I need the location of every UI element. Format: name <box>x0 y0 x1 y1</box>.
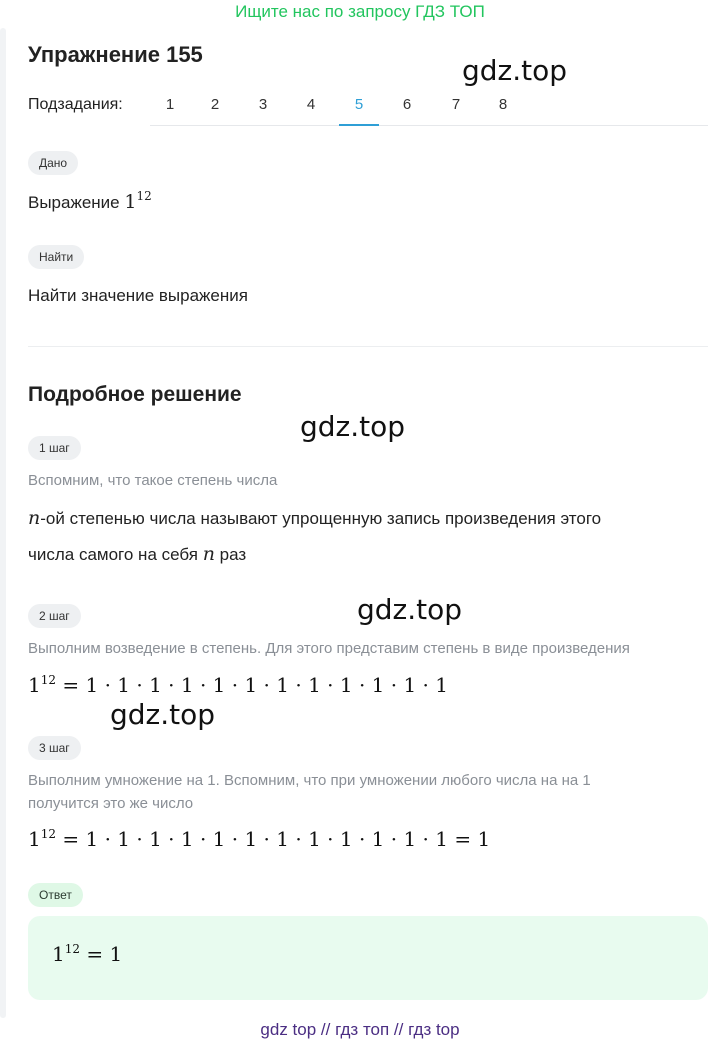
step-3-pill: 3 шаг <box>28 736 81 760</box>
step-2-formula: $1^{12} = 1 \cdot 1 \cdot 1 \cdot 1 \cdot 1 \cdot 1 \cdot 1 \cdot 1 \cdot 1 \cdot 1 \cdot 1 \cdot 1$ <box>28 673 448 697</box>
find-text: Найти значение выражения <box>28 286 248 305</box>
step-1-line-1: n-ой степенью числа называют упрощенную запись произведения этого <box>28 507 602 529</box>
answer-box <box>28 916 708 1000</box>
given-expression: $1^{12}$ <box>124 189 152 213</box>
answer-formula: $1^{12} = 1$ <box>52 942 123 966</box>
subtasks-tabs <box>150 88 708 126</box>
step-3-hint-2: получится это же число <box>28 795 194 812</box>
watermark: gdz.top <box>462 54 568 87</box>
step-3-formula: $1^{12} = 1 \cdot 1 \cdot 1 \cdot 1 \cdot 1 \cdot 1 \cdot 1 \cdot 1 \cdot 1 \cdot 1 \cdot 1 \cdot 1 = 1$ <box>28 827 491 851</box>
left-rail <box>0 28 6 1018</box>
step-1-pill: 1 шаг <box>28 436 81 460</box>
footer-links[interactable]: gdz top // гдз топ // гдз top <box>260 1020 460 1039</box>
tab-subtask-3[interactable]: 3 <box>258 96 268 113</box>
step-1-hint: Вспомним, что такое степень числа <box>28 472 278 489</box>
tab-subtask-4[interactable]: 4 <box>306 96 316 113</box>
given-label: Выражение <box>28 193 120 212</box>
watermark: gdz.top <box>300 410 406 443</box>
tab-subtask-1[interactable]: 1 <box>165 96 175 113</box>
step-3-hint-1: Выполним умножение на 1. Вспомним, что при умножении любого числа на на 1 <box>28 772 591 789</box>
tab-subtask-5[interactable]: 5 <box>339 88 379 126</box>
watermark: gdz.top <box>357 593 463 626</box>
promo-banner[interactable]: Ищите нас по запросу ГДЗ ТОП <box>235 2 485 21</box>
find-pill: Найти <box>28 245 84 269</box>
given-pill: Дано <box>28 151 78 175</box>
page-title: Упражнение 155 <box>28 42 203 67</box>
solution-title: Подробное решение <box>28 383 242 406</box>
tab-subtask-6[interactable]: 6 <box>402 96 412 113</box>
divider <box>28 346 708 347</box>
tab-subtask-8[interactable]: 8 <box>498 96 508 113</box>
tab-subtask-7[interactable]: 7 <box>451 96 461 113</box>
subtasks-label: Подзадания: <box>28 96 123 113</box>
watermark: gdz.top <box>110 698 216 731</box>
step-2-pill: 2 шаг <box>28 604 81 628</box>
step-2-hint: Выполним возведение в степень. Для этого представим степень в виде произведения <box>28 640 630 657</box>
tab-subtask-2[interactable]: 2 <box>210 96 220 113</box>
answer-pill: Ответ <box>28 883 83 907</box>
given-text <box>28 191 152 213</box>
step-1-line-2: числа самого на себя n раз <box>28 543 247 565</box>
